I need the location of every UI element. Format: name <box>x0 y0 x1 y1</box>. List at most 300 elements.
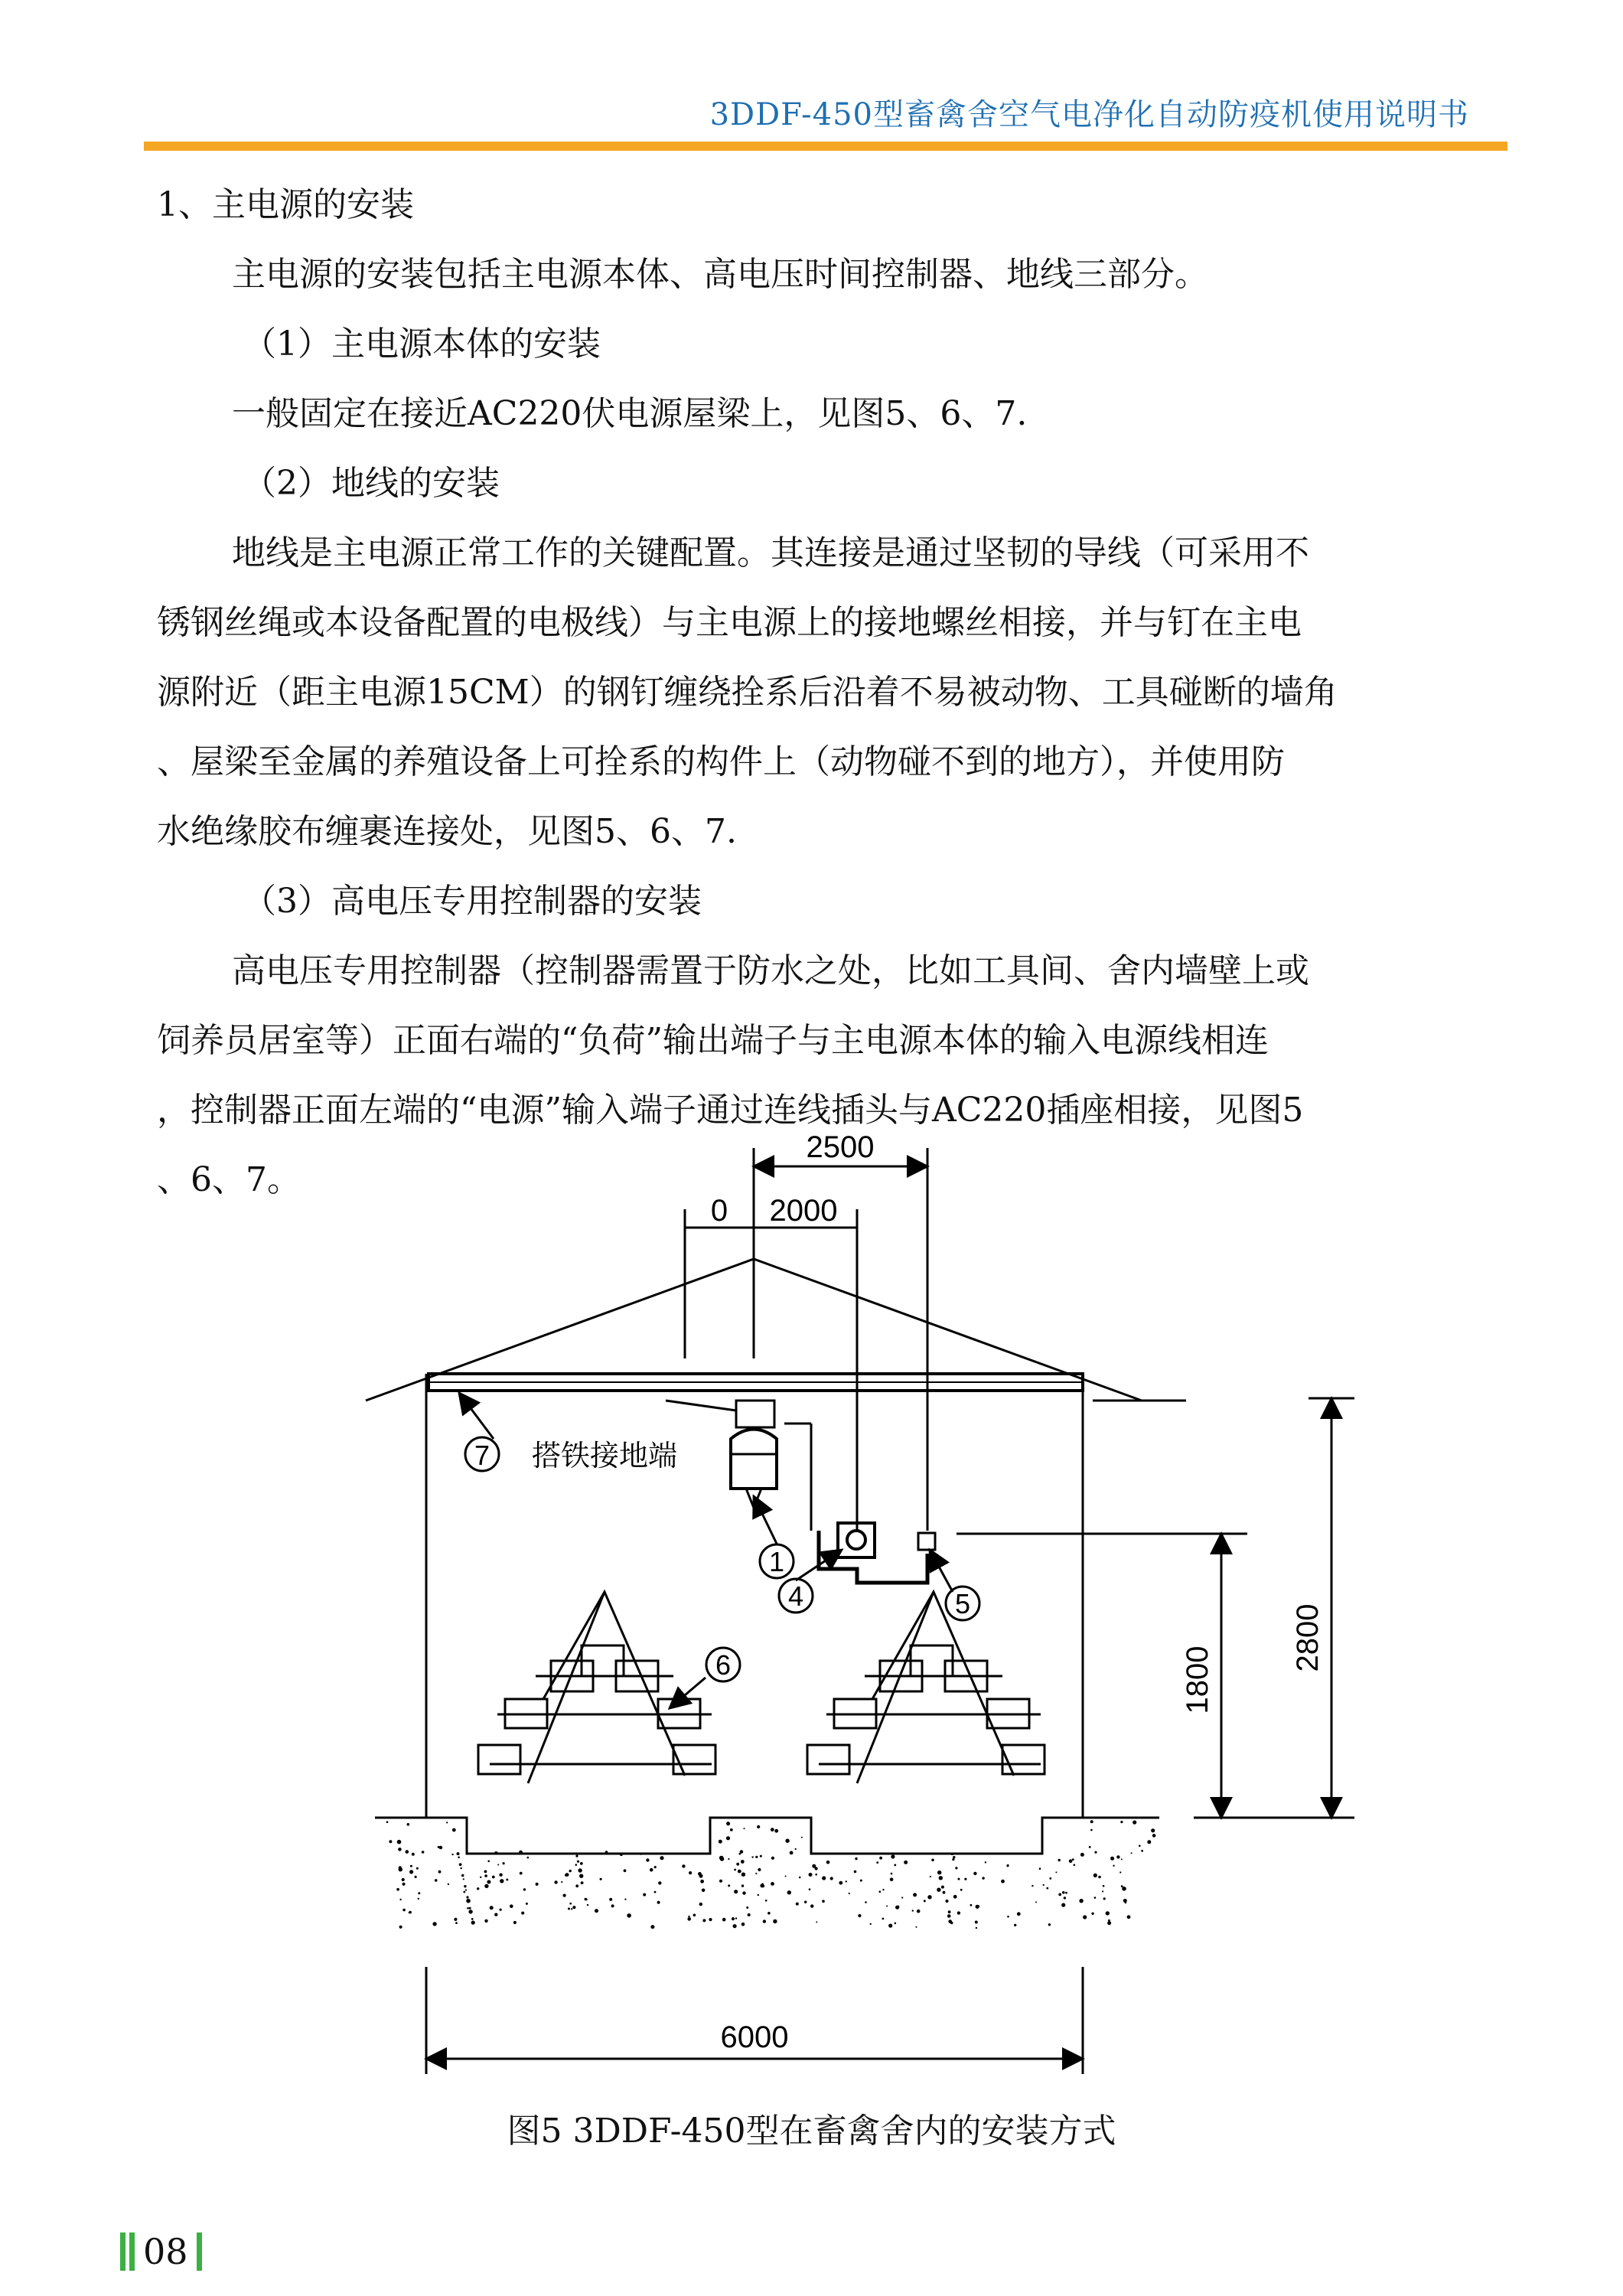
ground-dot <box>484 1870 487 1874</box>
ground-dot <box>888 1924 892 1928</box>
ground-dot <box>624 1869 627 1872</box>
ground-dot <box>785 1839 789 1843</box>
ground-dot <box>702 1919 706 1922</box>
ground-dot <box>1094 1851 1097 1854</box>
ground-dot <box>407 1823 410 1826</box>
ground-dot <box>386 1821 389 1823</box>
ground-dot <box>730 1828 733 1831</box>
ground-dot <box>646 1858 649 1861</box>
ground-dot <box>467 1907 469 1910</box>
ground-dot <box>455 1922 458 1924</box>
page-number <box>120 2229 202 2275</box>
ground-dot <box>709 1918 712 1921</box>
ground-dot <box>480 1877 481 1878</box>
ground-dot <box>960 1889 963 1891</box>
ground-dot <box>870 1923 872 1925</box>
ground-dot <box>985 1861 986 1863</box>
ground-dot <box>785 1876 787 1877</box>
figure-caption: 图5 3DDF-450型在畜禽舍内的安装方式 <box>507 2112 1116 2151</box>
ground-dot <box>865 1901 867 1903</box>
ground-dot <box>882 1918 885 1920</box>
ground-dot <box>660 1856 663 1860</box>
ground-dot <box>812 1864 816 1868</box>
ground-dot <box>773 1919 777 1923</box>
ground-dot <box>719 1880 722 1883</box>
ground-dot <box>1103 1897 1106 1900</box>
ground-dot <box>722 1918 726 1922</box>
ground-dot <box>412 1853 415 1856</box>
callout-7: 7 <box>474 1440 490 1471</box>
ground-dot <box>577 1861 579 1863</box>
ground-dot <box>771 1828 774 1831</box>
ground-dot <box>1110 1857 1114 1861</box>
subheading: （2）地线的安装 <box>243 464 500 503</box>
ground-dot <box>699 1903 702 1906</box>
ground-dot <box>1133 1821 1136 1825</box>
ground-dot <box>1035 1901 1037 1903</box>
ground-dot <box>1141 1850 1143 1852</box>
ground-dot <box>575 1884 578 1887</box>
ground-dot <box>471 1918 474 1920</box>
ground-dot <box>526 1903 528 1905</box>
ground-dot <box>563 1894 566 1897</box>
ground-dot <box>1062 1891 1065 1894</box>
dim-1800-label: 1800 <box>1181 1645 1214 1714</box>
diagram-svg <box>0 1110 1623 2105</box>
ground-dot <box>758 1894 759 1896</box>
ground-dot <box>886 1906 888 1907</box>
ground-dot <box>536 1883 539 1886</box>
ground-dot <box>755 1873 757 1874</box>
ground-dot <box>746 1906 748 1909</box>
ground-dot <box>771 1882 774 1886</box>
ground-dot <box>947 1914 951 1918</box>
ground-dot <box>901 1896 903 1898</box>
ground-dot <box>492 1876 495 1879</box>
ground-dot <box>519 1851 523 1854</box>
ground-dot <box>1093 1874 1097 1877</box>
ground-dot <box>1001 1880 1005 1883</box>
ground-dot <box>402 1883 406 1886</box>
ground-dot <box>1147 1840 1151 1844</box>
ground-dot <box>581 1881 584 1884</box>
ground-dot <box>882 1889 884 1890</box>
ground-dot <box>484 1919 487 1923</box>
ground-dot <box>943 1891 946 1894</box>
ground-dot <box>643 1893 646 1896</box>
ground-dot <box>682 1864 685 1867</box>
ground-dot <box>1083 1915 1087 1919</box>
ground-dot <box>409 1870 413 1874</box>
cage-right <box>807 1592 1045 1783</box>
ground-dot <box>876 1861 878 1864</box>
ground-dot <box>397 1840 402 1844</box>
ground-dot <box>975 1921 978 1924</box>
paragraph-line: 饲养员居室等）正面右端的“负荷”输出端子与主电源本体的输入电源线相连 <box>157 1021 1269 1060</box>
ground-dot <box>741 1860 745 1864</box>
ground-dot <box>816 1921 817 1923</box>
ground-dot <box>822 1876 826 1880</box>
ground-dot <box>796 1903 799 1906</box>
ground-dot <box>432 1922 436 1926</box>
cage-left <box>478 1592 715 1783</box>
ground-dot <box>399 1926 402 1929</box>
ground-dot <box>1048 1923 1051 1926</box>
ground-dot <box>1043 1884 1045 1886</box>
ground-dot <box>527 1857 530 1859</box>
ground-dot <box>815 1874 817 1876</box>
ground-dot <box>523 1888 526 1890</box>
ground-dot <box>790 1851 794 1855</box>
dim-2000-label: 2000 <box>769 1194 838 1228</box>
ground-dot <box>418 1892 420 1894</box>
ground-dot <box>693 1914 696 1917</box>
ground-dot <box>912 1910 914 1911</box>
paragraph: 主电源的安装包括主电源本体、高电压时间控制器、地线三部分。 <box>232 255 1208 294</box>
ground-dot <box>970 1904 973 1906</box>
ground-dot <box>795 1848 797 1850</box>
ground-dot <box>399 1867 402 1871</box>
ground-dot <box>757 1825 760 1828</box>
ground-dot <box>699 1874 703 1878</box>
ground-dot <box>454 1918 457 1921</box>
ground-dot <box>494 1851 498 1855</box>
ground-dot <box>894 1864 896 1867</box>
ground-dot <box>1113 1865 1114 1867</box>
ground-dot <box>1127 1915 1131 1919</box>
ground-dot <box>702 1889 706 1893</box>
ground-dot <box>826 1861 830 1864</box>
ground-dot <box>741 1873 745 1877</box>
ground-dot <box>810 1904 813 1907</box>
callout-6: 6 <box>715 1649 732 1681</box>
ground-dot <box>418 1898 419 1900</box>
ground-dot <box>700 1880 704 1883</box>
ground-dot <box>446 1821 448 1823</box>
ground-dot <box>459 1863 462 1866</box>
ground-dot <box>801 1837 803 1838</box>
ground-dot <box>976 1905 979 1909</box>
ground-dot <box>1151 1828 1155 1832</box>
ground-dot <box>890 1877 894 1881</box>
ground-dot <box>948 1919 952 1923</box>
ground-dot <box>1120 1821 1123 1823</box>
ground-dot <box>891 1873 893 1875</box>
ground-dot <box>760 1855 762 1857</box>
ground-dot <box>763 1919 766 1923</box>
ground-dot <box>741 1884 744 1887</box>
ground-dot <box>410 1865 412 1867</box>
ground-dot <box>415 1876 417 1878</box>
ground-dot <box>719 1840 722 1844</box>
installation-diagram <box>0 1110 1623 2105</box>
page-bar-left <box>120 2232 125 2271</box>
ground-dot <box>854 1870 857 1874</box>
ground-dot <box>1017 1912 1021 1916</box>
ground-dot <box>587 1904 588 1906</box>
ground-dot <box>1094 1896 1097 1899</box>
ground-dot <box>830 1877 833 1880</box>
ground-dot <box>1131 1852 1133 1854</box>
ground-dot <box>402 1878 405 1881</box>
dim-0-label: 0 <box>710 1194 728 1228</box>
ground-dot <box>609 1898 612 1901</box>
ground-dot <box>879 1890 882 1893</box>
ground-dot <box>891 1854 895 1858</box>
paragraph-line: 地线是主电源正常工作的关键配置。其连接是通过坚韧的导线（可采用不 <box>232 533 1309 572</box>
ground-dot <box>855 1857 857 1860</box>
ground-dot <box>571 1908 572 1910</box>
subheading: （3）高电压专用控制器的安装 <box>243 882 702 921</box>
ground-dot <box>396 1888 399 1891</box>
ground-dot <box>765 1900 768 1902</box>
ground-dot <box>1058 1859 1061 1861</box>
ground-dot <box>751 1856 753 1857</box>
ground-dot <box>860 1880 862 1882</box>
ground-dot <box>402 1909 406 1912</box>
callout-4: 4 <box>787 1580 804 1612</box>
ground-dot <box>435 1879 438 1882</box>
ground-dot <box>1152 1834 1156 1838</box>
ground-dot <box>1119 1871 1121 1873</box>
ground-terminal-label: 搭铁接地端 <box>532 1439 678 1473</box>
ground-dot <box>611 1904 614 1907</box>
ground-dot <box>494 1913 497 1916</box>
ground-dot <box>487 1861 490 1863</box>
ground-dot <box>406 1850 409 1854</box>
ground-dot <box>569 1870 572 1872</box>
ground-dot <box>937 1888 940 1892</box>
subheading: （1）主电源本体的安装 <box>243 325 601 364</box>
ground-dot <box>839 1881 842 1885</box>
header-rule <box>144 142 1507 151</box>
ground-dot <box>554 1880 557 1883</box>
ground-dot <box>930 1876 931 1877</box>
ground-dot <box>1014 1924 1016 1926</box>
ground-dot <box>1049 1877 1051 1880</box>
ground-dot <box>575 1864 578 1866</box>
ground-dot <box>565 1874 567 1876</box>
ground-dot <box>734 1869 736 1871</box>
ground-dot <box>927 1895 931 1899</box>
ground-dot <box>955 1867 957 1869</box>
ground-dot <box>771 1857 774 1860</box>
ground-dot <box>733 1924 737 1928</box>
ground-dot <box>658 1881 661 1884</box>
ground-dot <box>738 1870 741 1874</box>
section-heading: 1、主电源的安装 <box>157 185 414 224</box>
ground-dot <box>468 1910 472 1913</box>
ground-dot <box>452 1828 456 1832</box>
ground-dot <box>466 1896 468 1898</box>
ground-dot <box>438 1846 440 1848</box>
ground-dot <box>689 1871 692 1874</box>
ground-dot <box>484 1874 487 1877</box>
ground-dot <box>463 1878 464 1880</box>
ground-dot <box>913 1893 917 1896</box>
ground-dot <box>719 1856 724 1861</box>
ground-dot <box>953 1895 957 1899</box>
ground-dot <box>457 1852 460 1855</box>
ground-dot <box>744 1828 745 1829</box>
ground-dot <box>1031 1885 1033 1887</box>
ground-dot <box>469 1907 471 1910</box>
ground-dot <box>389 1840 392 1843</box>
ground-dot <box>490 1906 494 1910</box>
dim-2500-label: 2500 <box>806 1130 875 1164</box>
ground-dot <box>917 1910 921 1913</box>
socket <box>918 1533 935 1550</box>
ground-dot <box>787 1890 791 1894</box>
ground <box>375 1818 1159 1854</box>
ground-dot <box>569 1903 572 1905</box>
ground-dot <box>1090 1820 1093 1823</box>
ground-dot <box>953 1856 955 1858</box>
ground-dot <box>579 1874 583 1878</box>
paragraph-line: ，控制器正面左端的“电源”输入端子通过连线插头与AC220插座相接，见图5 <box>157 1091 1304 1130</box>
ground-dot <box>946 1900 949 1903</box>
ground-dot <box>650 1868 653 1872</box>
paragraph: 一般固定在接近AC220伏电源屋梁上，见图5、6、7. <box>232 394 1028 433</box>
ground-dot <box>1098 1876 1101 1879</box>
ground-dot <box>513 1921 517 1924</box>
ground-dot <box>471 1921 475 1925</box>
ground-dot <box>952 1858 954 1861</box>
dim-6000-label: 6000 <box>720 2020 789 2054</box>
ground-dot <box>687 1917 691 1921</box>
ground-dot <box>1108 1919 1110 1922</box>
ground-dot <box>650 1925 654 1929</box>
ground-dot <box>846 1880 847 1882</box>
ground-dot <box>561 1881 562 1883</box>
power-unit-mount <box>736 1401 774 1427</box>
ground-dot <box>1046 1887 1048 1890</box>
ground-dot <box>1072 1858 1074 1861</box>
ground-dot <box>466 1899 471 1903</box>
ground-dot <box>804 1901 807 1903</box>
ground-dot <box>1064 1896 1066 1899</box>
ground-dot <box>575 1855 578 1857</box>
ground-dot <box>477 1887 479 1890</box>
ground-dot <box>461 1874 464 1877</box>
ground-dot <box>1116 1855 1119 1858</box>
ground-dot <box>1069 1859 1073 1863</box>
ground-dot <box>736 1863 739 1866</box>
ground-dot <box>506 1879 508 1881</box>
ground-dot <box>624 1899 626 1900</box>
ground-dot <box>654 1891 657 1893</box>
ground-dot <box>1139 1845 1141 1848</box>
dim-2800-label: 2800 <box>1291 1603 1325 1672</box>
ground-dot <box>1058 1893 1061 1896</box>
ground-dot <box>755 1856 758 1858</box>
ground-dot <box>487 1880 490 1884</box>
ground-dot <box>809 1873 813 1877</box>
ground-dot <box>578 1868 582 1872</box>
ground-dot <box>399 1899 401 1900</box>
ground-dot <box>521 1912 524 1915</box>
ground-dot <box>809 1888 811 1890</box>
ground-dot <box>1121 1858 1123 1860</box>
ground-dot <box>461 1867 462 1869</box>
ground-dot <box>1065 1892 1067 1894</box>
ground-dot <box>849 1893 850 1894</box>
ground-dot <box>964 1878 966 1880</box>
ground-dot <box>439 1846 443 1850</box>
ground-dot <box>740 1850 744 1854</box>
ground-dot <box>1079 1899 1083 1903</box>
ground-dot <box>761 1884 764 1887</box>
ground-dot <box>657 1901 660 1904</box>
callout-1: 1 <box>768 1546 785 1577</box>
ground-dot <box>605 1851 608 1854</box>
page-number-text: 08 <box>143 2231 188 2272</box>
ground-dot <box>1121 1885 1123 1887</box>
ground-dot <box>879 1857 882 1860</box>
ground-dot <box>585 1899 588 1901</box>
ground-dot <box>924 1900 926 1902</box>
ground-dot <box>640 1854 641 1855</box>
ground-dot <box>822 1900 825 1903</box>
ground-dot <box>742 1891 745 1894</box>
page-bar-left-2 <box>129 2232 135 2271</box>
ground-dot <box>500 1879 504 1883</box>
ground-dot <box>568 1908 570 1910</box>
ground-dot <box>1090 1829 1093 1831</box>
paragraph-line: 水绝缘胶布缠裹连接处，见图5、6、7. <box>157 812 737 851</box>
ground-dot <box>1006 1864 1009 1867</box>
paragraph-line: 、6、7。 <box>157 1160 301 1199</box>
ground-dot <box>982 1877 984 1879</box>
ground-dot <box>1055 1871 1057 1873</box>
ground-dot <box>973 1872 976 1875</box>
ground-dot <box>741 1923 745 1926</box>
ground-dot <box>748 1913 751 1916</box>
ground-dot <box>398 1848 402 1851</box>
ground-dot <box>497 1864 499 1866</box>
ground-dot <box>510 1904 513 1908</box>
ground-dot <box>463 1891 465 1893</box>
ground-dot <box>464 1885 466 1887</box>
ground-dot <box>438 1870 442 1874</box>
ground-dot <box>627 1913 631 1918</box>
ground-dot <box>976 1927 977 1929</box>
ground-dot <box>895 1906 899 1910</box>
ground-dot <box>1106 1911 1110 1915</box>
ground-dot <box>484 1884 488 1888</box>
ground-dot <box>451 1854 453 1855</box>
ground-dot <box>726 1836 730 1840</box>
power-unit-body <box>731 1430 777 1489</box>
ground-dot <box>1102 1890 1103 1892</box>
ground-dot <box>1089 1846 1091 1848</box>
ground-dot <box>916 1926 917 1928</box>
ground-dot <box>951 1853 953 1855</box>
ground-dot <box>500 1909 502 1911</box>
ground-dot <box>1080 1853 1084 1857</box>
paragraph-line: 、屋梁至金属的养殖设备上可拴系的构件上（动物碰不到的地方），并使用防 <box>157 742 1285 781</box>
ground-dot <box>1074 1864 1076 1867</box>
page-bar-right <box>197 2232 202 2271</box>
ground-dot <box>465 1889 467 1890</box>
ground-dot <box>774 1829 778 1833</box>
header-title: 3DDF-450型畜禽舍空气电净化自动防疫机使用说明书 <box>709 97 1469 132</box>
callout-5: 5 <box>954 1588 971 1619</box>
ground-dot <box>1107 1921 1111 1925</box>
ground-dot <box>458 1857 460 1859</box>
paragraph-line: 高电压专用控制器（控制器需置于防水之处，比如工具间、舍内墙壁上或 <box>232 951 1309 990</box>
ground-dot <box>957 1911 960 1914</box>
